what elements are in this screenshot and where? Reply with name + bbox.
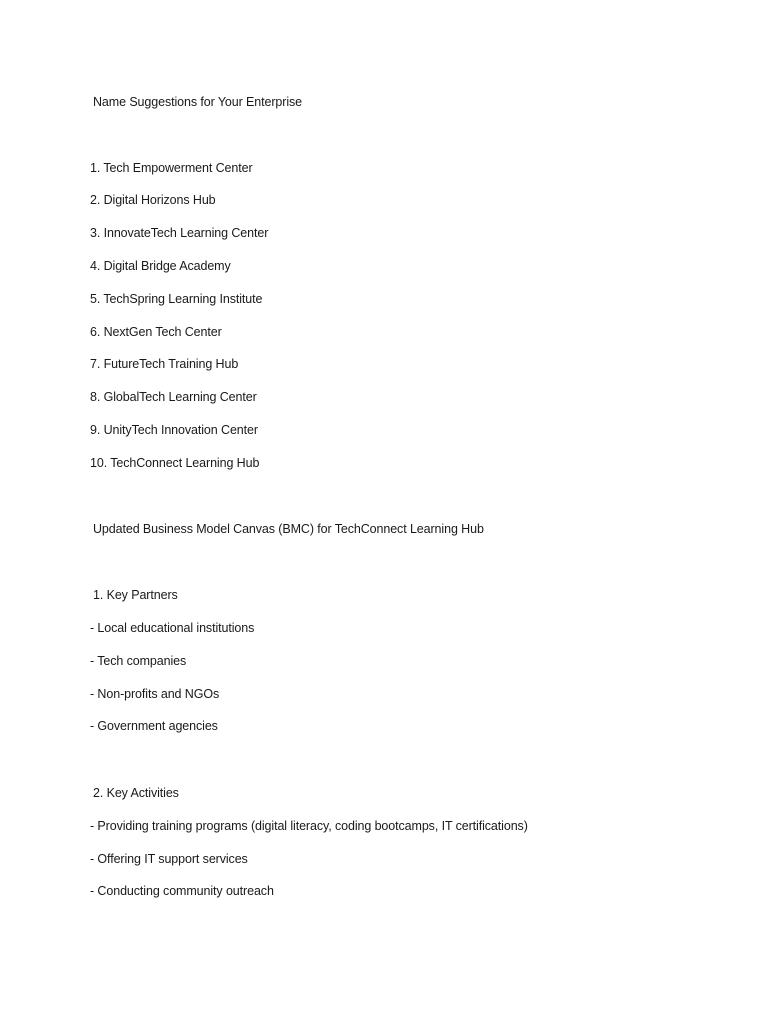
names-heading: Name Suggestions for Your Enterprise	[93, 95, 303, 109]
name-item-10: 10. TechConnect Learning Hub	[90, 456, 260, 470]
key-partners-item-3: - Non-profits and NGOs	[90, 687, 220, 701]
key-activities-item-2: - Offering IT support services	[90, 852, 248, 866]
name-item-4: 4. Digital Bridge Academy	[90, 259, 231, 273]
key-activities-item-1: - Providing training programs (digital literacy, coding bootcamps, IT certifications)	[90, 819, 528, 833]
name-item-1: 1. Tech Empowerment Center	[90, 161, 253, 175]
key-activities-title: 2. Key Activities	[93, 786, 179, 800]
name-item-9: 9. UnityTech Innovation Center	[90, 423, 258, 437]
bmc-heading: Updated Business Model Canvas (BMC) for TechConnect Learning Hub	[93, 522, 484, 536]
name-item-6: 6. NextGen Tech Center	[90, 325, 222, 339]
key-partners-title: 1. Key Partners	[93, 588, 178, 602]
key-partners-item-1: - Local educational institutions	[90, 621, 255, 635]
name-item-3: 3. InnovateTech Learning Center	[90, 226, 269, 240]
name-item-7: 7. FutureTech Training Hub	[90, 357, 239, 371]
name-item-5: 5. TechSpring Learning Institute	[90, 292, 263, 306]
name-item-2: 2. Digital Horizons Hub	[90, 193, 216, 207]
key-activities-item-3: - Conducting community outreach	[90, 884, 274, 898]
key-partners-item-2: - Tech companies	[90, 654, 187, 668]
name-item-8: 8. GlobalTech Learning Center	[90, 390, 257, 404]
key-partners-item-4: - Government agencies	[90, 719, 218, 733]
